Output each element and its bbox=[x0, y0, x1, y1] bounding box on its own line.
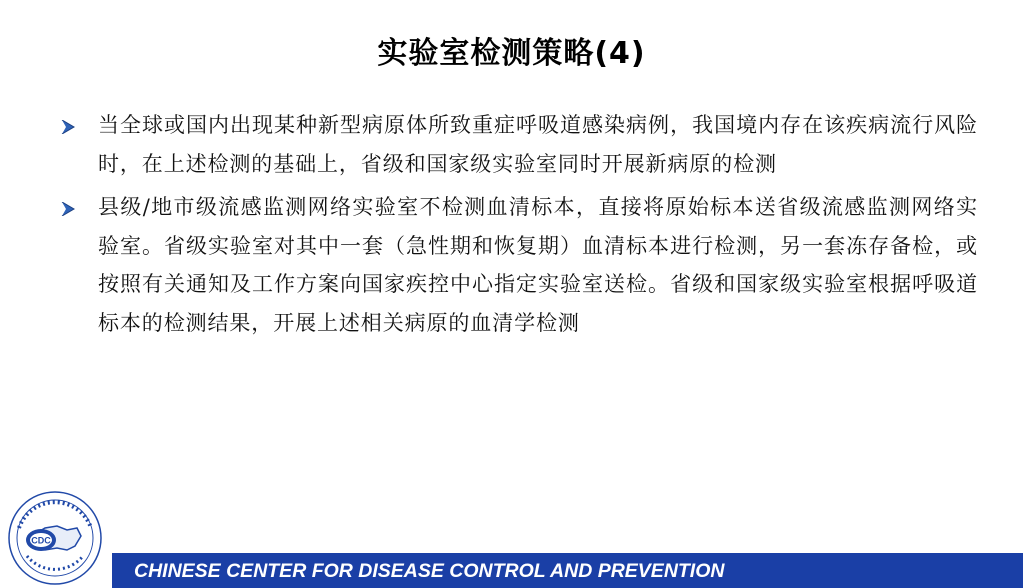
logo-text: CDC bbox=[31, 535, 51, 546]
cdc-logo-icon bbox=[5, 488, 117, 586]
bullet-text: 县级/地市级流感监测网络实验室不检测血清标本，直接将原始标本送省级流感监测网络实验室。省级实验室对其中一套（急性期和恢复期）血清标本进行检测，另一套冻存备检，或按照有关通知及工作方案向国家疾控中心指定实验室送检。省级和国家级实验室根据呼吸道标本的检测结果，开展上述相关病原的血清学检测 bbox=[98, 195, 978, 335]
bullet-item bbox=[58, 188, 978, 342]
bullet-text: 当全球或国内出现某种新型病原体所致重症呼吸道感染病例，我国境内存在该疾病流行风险时，在上述检测的基础上，省级和国家级实验室同时开展新病原的检测 bbox=[98, 113, 978, 176]
bullet-list bbox=[58, 106, 978, 348]
footer-org-name: CHINESE CENTER FOR DISEASE CONTROL AND PREVENTION bbox=[134, 560, 725, 582]
arrow-bullet-icon bbox=[61, 120, 75, 134]
slide-title: 实验室检测策略(4) bbox=[377, 36, 646, 71]
arrow-bullet-icon bbox=[61, 202, 75, 216]
bullet-item bbox=[58, 106, 978, 183]
